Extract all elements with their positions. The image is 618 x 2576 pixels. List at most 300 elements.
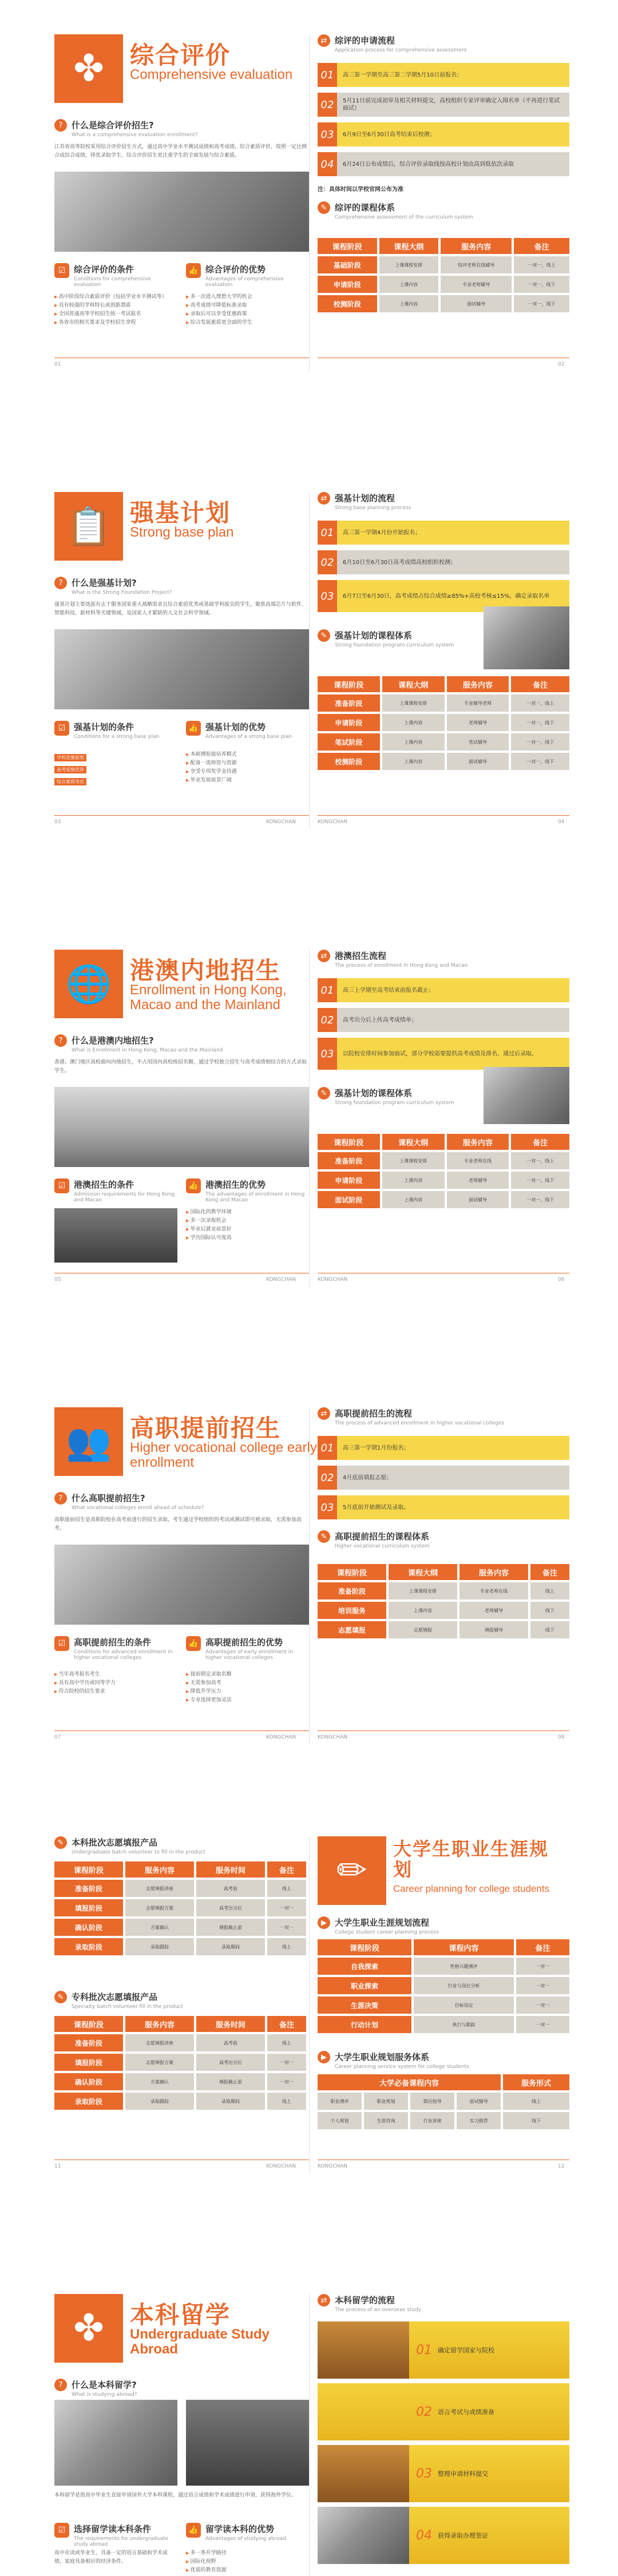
section-title: 高职提前招生的优势 — [205, 1637, 283, 1648]
table-cell: 上课内容 — [379, 276, 439, 293]
flow-step-text: 获得录取办理签证 — [438, 2532, 488, 2539]
page-number: 03 — [54, 819, 61, 825]
table-header-row — [54, 1861, 306, 1878]
table-cell: 一对一 — [516, 1958, 569, 1975]
step-text: 6月10日至6月30日高考成绩高校组织校测； — [337, 550, 569, 574]
checklist-icon: ☑ — [54, 1178, 69, 1193]
table-cell: 专业老师在线 — [459, 1582, 528, 1599]
section-subtitle: Comprehensive assessment of the curriculum system — [335, 215, 473, 220]
section-heading — [54, 721, 177, 740]
step-text: 以院校安排时间参加面试，部分学校需要提供高考成绩及排名，通过后录取。 — [337, 1038, 569, 1070]
table-cell: 准备阶段 — [54, 2034, 123, 2051]
section-subtitle: What is Enrollment in Hong Kong, Macao and the Mainland — [72, 1047, 223, 1053]
curriculum-table — [315, 1132, 572, 1210]
column-header: 备注 — [530, 1564, 569, 1580]
flow-icon: ⇄ — [318, 950, 330, 962]
thumbs-up-icon: 👍 — [186, 1178, 201, 1193]
table-cell: 培训服务 — [318, 1602, 386, 1619]
section-subtitle: Higher vocational curriculum system — [335, 1543, 430, 1549]
table-cell: 志愿填报方案 — [125, 2054, 194, 2071]
question-icon: ? — [54, 2379, 67, 2391]
list-item: ▶ 多一次录取机会 — [186, 1217, 309, 1225]
page-number: 02 — [558, 362, 565, 367]
spread-comprehensive — [0, 0, 618, 400]
table-cell: 线上 — [530, 1582, 569, 1599]
column-header: 备注 — [267, 2016, 306, 2032]
library-photo — [318, 2321, 409, 2379]
table-cell: 执行与跟踪 — [414, 2016, 514, 2033]
intro-text: 香港、澳门地区高校面向内地招生，不占用国内高校统招名额，通过学校独立招生与高考成绩相结合的方式录取学生。 — [54, 1059, 307, 1074]
table-header-row — [318, 1564, 569, 1580]
section-subtitle: The process of advanced enrollment in higher vocational colleges — [335, 1420, 505, 1426]
spread-volunteer-career — [0, 1802, 618, 2202]
table-cell: 录取期间 — [196, 2093, 265, 2110]
step-item: 03 5月底前开始测试及录取。 — [318, 1495, 569, 1519]
table-cell: 录取阶段 — [54, 1938, 123, 1955]
table-cell: 准备阶段 — [318, 1582, 386, 1599]
table-row — [318, 256, 569, 273]
list-item: ▶ 全国普通高等学校招生统一考试报名 — [54, 310, 177, 319]
table-cell: 老师辅导 — [447, 1172, 509, 1189]
table-row — [318, 2112, 569, 2129]
thumbs-up-icon: 👍 — [186, 263, 201, 278]
table-cell: 职业探索 — [318, 1977, 411, 1994]
step-text: 高三第一学期至高三第二学期5月10日前报名； — [337, 63, 569, 87]
column-header: 服务内容 — [459, 1564, 528, 1580]
step-item: 01 高三第一学期1月份报名； — [318, 1436, 569, 1460]
table-cell: 笔试阶段 — [318, 733, 380, 751]
divider — [54, 815, 309, 816]
table-cell: 一对一，线下 — [511, 753, 569, 770]
table-row — [318, 1621, 569, 1638]
page-number: 07 — [54, 1734, 61, 1740]
specialty-volunteer-table — [52, 2014, 308, 2112]
section-heading — [54, 119, 198, 138]
left-page — [54, 1836, 323, 2174]
table-cell: 填报截止前 — [196, 1919, 265, 1936]
table-cell: 老师辅导 — [447, 714, 509, 731]
list-item: ▶ 国际化视野 — [186, 2558, 309, 2566]
section-subtitle: What is the Strong Foundation Project? — [72, 590, 172, 596]
section-heading — [54, 263, 177, 288]
list-item: ▶ 专业选择更加灵活 — [186, 1696, 309, 1705]
table-cell: 专业辅导老师 — [447, 694, 509, 712]
section-subtitle: Conditions for a strong base plan — [74, 734, 160, 740]
conditions-tags — [54, 751, 177, 787]
section-subtitle: Advantages of studying abroad — [205, 2536, 286, 2542]
list-item: ▶ 降低升学压力 — [186, 1688, 309, 1696]
section-heading — [54, 1991, 183, 2010]
graduation-photo — [54, 172, 309, 252]
flow-step: 02 语言考试与成绩准备 — [409, 2383, 569, 2440]
step-item: 03 以院校安排时间参加面试，部分学校需要提供高考成绩及排名，通过后录取。 — [318, 1038, 569, 1070]
page-title: 大学生职业生涯规划 — [393, 1838, 549, 1880]
table-row — [318, 295, 569, 312]
brand-mark: KONGCHAN — [266, 1277, 296, 1283]
table-header-row — [54, 2016, 306, 2032]
section-title: 综评的申请流程 — [335, 35, 395, 46]
column-header: 服务内容 — [125, 1861, 194, 1878]
table-cell: 面试辅导 — [447, 753, 509, 770]
table-cell: 上课课程安排 — [389, 1582, 457, 1599]
table-row — [54, 2093, 306, 2110]
page-subtitle: Higher vocational college early enrollment — [130, 1440, 317, 1470]
section-subtitle: Career planning service system for college students — [335, 2064, 469, 2070]
page-title: 综合评价 — [130, 41, 231, 69]
section-title: 大学生职业生涯规划流程 — [335, 1918, 430, 1928]
page-number: 08 — [558, 1734, 565, 1740]
list-item: ▶ 学历国际认可度高 — [186, 1234, 309, 1243]
table-cell: 线上 — [267, 2093, 306, 2110]
column-header: 备注 — [511, 1134, 569, 1150]
section-subtitle: What is studying abroad? — [72, 2392, 137, 2398]
section-heading — [318, 201, 473, 220]
column-header: 大学必备课程内容 — [318, 2074, 501, 2090]
table-cell: 上课内容 — [389, 1602, 457, 1619]
arrow-icon: ▶ — [318, 1916, 330, 1929]
column-header: 服务形式 — [503, 2074, 569, 2090]
page-subtitle: Undergraduate Study Abroad — [130, 2327, 270, 2357]
section-title: 高职提前招生的流程 — [335, 1408, 413, 1419]
table-header-row — [318, 676, 569, 692]
checklist-icon: ☑ — [54, 263, 69, 278]
flow-step: 04 获得录取办理签证 — [409, 2507, 569, 2564]
table-cell: 一对一 — [267, 2073, 306, 2090]
step-text: 高三第一学期4月份开始报名； — [337, 521, 569, 545]
table-row — [318, 694, 569, 712]
edit-icon: ✎ — [318, 1087, 330, 1100]
section-subtitle: The requirements for undergraduate study abroad — [74, 2536, 169, 2547]
column-header: 备注 — [514, 238, 569, 254]
section-subtitle: What vocational colleges enroll ahead of schedule? — [72, 1505, 204, 1511]
table-cell: 一对一 — [516, 1977, 569, 1994]
column-header: 课程阶段 — [318, 1134, 380, 1150]
section-heading — [318, 1407, 504, 1426]
step-text: 6月24日公布成绩后，综合评价录取线按高校计划由高到低依次录取 — [337, 152, 569, 176]
section-heading — [54, 577, 172, 596]
table-cell: 面试辅导 — [441, 295, 512, 312]
column-header: 备注 — [267, 1861, 306, 1878]
section-heading — [54, 1836, 205, 1855]
table-cell: 志愿填报讲座 — [125, 1880, 194, 1897]
table-cell: 上课课程安排 — [379, 256, 439, 273]
table-row — [318, 714, 569, 731]
flow-step-text: 整理申请材料提交 — [438, 2470, 488, 2478]
checklist-icon: ☑ — [54, 2523, 69, 2538]
section-title: 高职提前招生的课程体系 — [335, 1531, 430, 1542]
table-cell: 面试阶段 — [318, 1191, 380, 1208]
section-title: 综合评价的条件 — [74, 264, 134, 275]
column-header: 课程大纲 — [382, 1134, 445, 1150]
table-row — [318, 1191, 569, 1208]
page-subtitle: Enrollment in Hong Kong, Macao and the Mainland — [130, 982, 287, 1013]
classroom-photo — [54, 1545, 309, 1625]
table-cell: 线上 — [503, 2093, 569, 2110]
step-item: 02 5月11日前完成初审及相关材料提交，高校组织专家评审确定入围名单（不再进行笔试面试） — [318, 93, 569, 117]
section-title: 强基计划的流程 — [335, 493, 395, 503]
advantages-list — [186, 1670, 309, 1705]
column-header: 服务内容 — [447, 1134, 509, 1150]
table-cell: 上课内容 — [382, 1191, 445, 1208]
table-cell: 行业与岗位分析 — [414, 1977, 514, 1994]
divider — [54, 1730, 309, 1731]
table-cell: 专业老师辅导 — [441, 276, 512, 293]
table-cell: 线下 — [503, 2112, 569, 2129]
list-item: ▶ 综合发展素质更全面的学生 — [186, 319, 309, 327]
table-cell: 一对一，线下 — [514, 276, 569, 293]
table-cell: 线上 — [267, 1938, 306, 1955]
table-row — [54, 2073, 306, 2090]
table-header-row — [318, 2074, 569, 2090]
section-title: 选择留学读本科条件 — [74, 2524, 152, 2534]
table-row — [318, 1977, 569, 1994]
intro-text: 本科留学是指高中毕业生直接申请国外大学本科课程，通过语言成绩和学术成绩进行申请，获得海外学位。 — [54, 2492, 297, 2498]
table-cell: 申请阶段 — [318, 1172, 380, 1189]
table-header-row — [318, 238, 569, 254]
flow-icon: ⇄ — [318, 492, 330, 505]
section-subtitle: Advantages of early enrollment in higher vocational colleges — [205, 1649, 293, 1661]
section-subtitle: Strong base planning process — [335, 505, 411, 511]
section-heading — [186, 721, 309, 740]
section-subtitle: Strong foundation program curriculum system — [335, 1100, 454, 1106]
list-item: ▶ 多一条升学路径 — [186, 2549, 309, 2558]
advantages-list — [186, 2549, 309, 2575]
table-row — [318, 733, 569, 751]
step-item: 02 高考出分后上传高考成绩单； — [318, 1008, 569, 1032]
advantages-list — [186, 1208, 309, 1243]
graduation-cap-image — [484, 1067, 569, 1124]
table-row — [318, 2016, 569, 2033]
step-text: 高三第一学期1月份报名； — [337, 1436, 569, 1460]
table-row — [318, 753, 569, 770]
page-number: 12 — [558, 2164, 565, 2169]
table-cell: 一对一 — [516, 2016, 569, 2033]
section-subtitle: The process of an overseas study — [335, 2307, 421, 2313]
section-subtitle: Advantages of a strong base plan — [205, 734, 292, 740]
people-growth-icon: 👥 — [54, 1407, 123, 1476]
table-cell: 录取跟踪 — [125, 2093, 194, 2110]
brand-mark: KONGCHAN — [266, 1734, 296, 1740]
table-cell: 目标设定 — [414, 1997, 514, 2014]
table-cell: 一对一，线下 — [511, 714, 569, 731]
intro-text: 江苏省高等院校采用综合评价招生方式，通过高中学业水平测试成绩和高考成绩，综合素质评价，按照一定比例合成综合成绩，择优录取学生。综合评价招生更注重学生的全面发展与综合素质。 — [54, 144, 307, 158]
checklist-icon: ☑ — [54, 721, 69, 736]
list-item: ▶ 当年高考报名考生 — [54, 1670, 177, 1679]
spread-study-abroad — [0, 2260, 618, 2576]
step-text: 6月9日至6月30日高考结束后校测； — [337, 122, 569, 146]
section-heading — [186, 263, 309, 288]
section-heading — [318, 950, 468, 969]
table-row — [54, 1880, 306, 1897]
table-cell: 方案确认 — [125, 2073, 194, 2090]
table-cell: 专业老师在线 — [447, 1152, 509, 1169]
table-cell: 准备阶段 — [318, 1152, 380, 1169]
checklist-icon: ☑ — [54, 1636, 69, 1651]
step-item: 04 6月24日公布成绩后，综合评价录取线按高校计划由高到低依次录取 — [318, 152, 569, 176]
table-cell: 一对一，线下 — [511, 1172, 569, 1189]
flow-row — [318, 2445, 569, 2502]
section-heading — [54, 2379, 137, 2398]
flow-row — [318, 2383, 569, 2440]
right-page — [318, 2294, 587, 2576]
table-cell: 行动计划 — [318, 2016, 411, 2033]
flow-icon: ⇄ — [318, 34, 330, 47]
section-title: 强基计划的课程体系 — [335, 1088, 413, 1098]
table-cell: 一对一，线上 — [514, 256, 569, 273]
section-subtitle: Admission requirements for Hong Kong and Macao — [74, 1192, 175, 1203]
edit-icon: ✎ — [318, 629, 330, 642]
list-item: ▶ 具有高中学历或同等学力 — [54, 1679, 177, 1688]
table-cell: 确认阶段 — [54, 2073, 123, 2090]
table-cell: 一对一，线下 — [511, 1191, 569, 1208]
step-text: 4月底前填报志愿； — [337, 1466, 569, 1490]
table-cell: 上课内容 — [382, 1172, 445, 1189]
right-page — [318, 492, 587, 829]
table-cell: 录取跟踪 — [125, 1938, 194, 1955]
table-cell: 老师辅导 — [459, 1602, 528, 1619]
section-subtitle: What is a comprehensive evaluation enrollment? — [72, 132, 198, 138]
flow-row — [318, 2321, 569, 2379]
list-item: ▶ 国际化的教学环境 — [186, 1208, 309, 1217]
step-item: 02 4月底前填报志愿； — [318, 1466, 569, 1490]
flow-step: 01 确定留学国家与院校 — [409, 2321, 569, 2379]
table-cell: 志愿填报 — [389, 1621, 457, 1638]
ruins-photo — [54, 1208, 177, 1263]
flow-icon: ⇄ — [318, 1407, 330, 1420]
consultant-photo — [318, 2507, 409, 2564]
section-heading — [186, 1178, 309, 1203]
thumbs-up-icon: 👍 — [186, 721, 201, 736]
list-item: ▶ 享受专项奖学金待遇 — [186, 768, 309, 776]
column-header: 课程阶段 — [318, 1564, 386, 1580]
section-title: 综合评价的优势 — [205, 264, 266, 275]
table-cell: 准备阶段 — [54, 1880, 123, 1897]
pencil-ruler-icon: ✏ — [318, 1836, 386, 1905]
divider — [318, 815, 569, 816]
page-number: 06 — [558, 1277, 565, 1283]
table-row — [318, 1958, 569, 1975]
column-header: 备注 — [511, 676, 569, 692]
step-text: 6月7日至6月30日，高考成绩占综合成绩≥85%+高校考核≤15%，确定录取名单 — [337, 580, 569, 612]
brand-mark: KONGCHAN — [318, 2164, 348, 2169]
table-row — [318, 1152, 569, 1169]
table-cell: 笔试辅导 — [447, 733, 509, 751]
table-cell: 申请阶段 — [318, 714, 380, 731]
section-title: 强基计划的条件 — [74, 722, 134, 732]
section-subtitle: Specialty batch volunteer fill in the product — [72, 2004, 184, 2010]
section-subtitle: Undergraduate batch volunteer to fill in the product — [72, 1849, 205, 1855]
step-item: 01 高三第一学期至高三第二学期5月10日前报名； — [318, 63, 569, 87]
list-item: ▶ 提前锁定录取名额 — [186, 1670, 309, 1679]
section-heading — [318, 1530, 430, 1549]
edit-icon: ✎ — [54, 1836, 67, 1849]
section-title: 本科批次志愿填报产品 — [72, 1837, 158, 1848]
table-cell: 上课内容 — [382, 733, 445, 751]
table-cell: 确认阶段 — [54, 1919, 123, 1936]
section-title: 港澳招生的条件 — [74, 1180, 134, 1190]
section-title: 大学生职业规划服务体系 — [335, 2052, 430, 2062]
table-cell: 录取期间 — [196, 1938, 265, 1955]
table-cell: 实习推荐 — [457, 2112, 501, 2129]
section-heading — [318, 2051, 469, 2070]
intro-text: 强基计划主要选拔有志于服务国家重大战略需求且综合素质优秀或基础学科拔尖的学生，聚焦高端芯片与软件、智能科技、新材料等关键领域，及国家人才紧缺的人文社会科学领域。 — [54, 602, 307, 616]
flow-step-text: 确定留学国家与院校 — [438, 2347, 494, 2354]
table-cell: 校测阶段 — [318, 753, 380, 770]
section-subtitle: The advantages of enrollment in Hong Kong and Macao — [205, 1192, 305, 1203]
flow-icon: ⇄ — [318, 2294, 330, 2307]
section-title: 什么是强基计划? — [72, 578, 137, 588]
right-page — [318, 1836, 587, 2174]
table-header-row — [318, 1134, 569, 1150]
brand-mark: KONGCHAN — [266, 819, 296, 825]
page-subtitle: Career planning for college students — [393, 1883, 550, 1894]
section-heading — [54, 1178, 177, 1203]
table-row — [54, 1938, 306, 1955]
section-subtitle: The process of enrollment in Hong Kong and Macao — [335, 963, 468, 969]
step-item: 03 6月9日至6月30日高考结束后校测； — [318, 122, 569, 146]
section-heading — [318, 492, 411, 511]
section-title: 专科批次志愿填报产品 — [72, 1992, 158, 2002]
column-header: 课程大纲 — [382, 676, 445, 692]
table-cell: 方案确认 — [125, 1919, 194, 1936]
table-cell: 线上 — [267, 2034, 306, 2051]
column-header: 服务时间 — [196, 2016, 265, 2032]
list-item: ▶ 多一次进入理想大学的机会 — [186, 293, 309, 301]
section-subtitle: Conditions for comprehensive evaluation — [74, 276, 151, 288]
section-title: 港澳招生流程 — [335, 951, 387, 961]
section-heading — [318, 1087, 454, 1106]
table-cell: 基础阶段 — [318, 256, 377, 273]
table-cell: 高考出分后 — [196, 1899, 265, 1916]
table-cell: 一对一 — [516, 1997, 569, 2014]
table-row — [318, 1602, 569, 1619]
table-cell: 一对一 — [267, 1919, 306, 1936]
section-heading — [54, 1034, 223, 1053]
table-cell: 一对一，线上 — [511, 694, 569, 712]
table-cell: 简历指导 — [410, 2093, 454, 2110]
table-cell: 填报辅导 — [459, 1621, 528, 1638]
column-header: 课程阶段 — [318, 1939, 411, 1955]
conditions-list — [54, 293, 177, 327]
table-cell: 录取阶段 — [54, 2093, 123, 2110]
table-cell: 线下 — [530, 1602, 569, 1619]
thumbs-up-icon: 👍 — [186, 1636, 201, 1651]
section-title: 什么是港澳内地招生? — [72, 1035, 154, 1046]
note-text: 注：具体时间以学校官网公布为准 — [318, 186, 403, 193]
brand-mark: KONGCHAN — [318, 1277, 348, 1283]
table-row — [54, 2054, 306, 2071]
table-cell: 填报阶段 — [54, 1899, 123, 1916]
table-cell: 上课课程安排 — [382, 1152, 445, 1169]
table-cell: 准备阶段 — [318, 694, 380, 712]
step-item: 01 高三第一学期4月份开始报名； — [318, 521, 569, 545]
list-item: ▶ 优质的教育资源 — [186, 2566, 309, 2575]
flow-step: 03 整理申请材料提交 — [409, 2445, 569, 2502]
table-row — [318, 276, 569, 293]
section-heading — [318, 34, 467, 53]
process-steps — [318, 1436, 569, 1525]
table-cell: 一对一 — [267, 1899, 306, 1916]
undergrad-volunteer-table — [52, 1859, 308, 1958]
curriculum-table — [315, 674, 572, 772]
list-item: ▶ 各省市的相关要求及学校招生章程 — [54, 319, 177, 327]
lecture-hall-photo — [186, 2400, 309, 2486]
section-subtitle: Conditions for advanced enrollment in higher vocational colleges — [74, 1649, 173, 1661]
left-page — [54, 34, 323, 372]
condition-tag: 学科竞赛获奖 — [54, 754, 86, 761]
ielts-photo — [318, 2383, 409, 2440]
table-cell: 面试辅导 — [457, 2093, 501, 2110]
